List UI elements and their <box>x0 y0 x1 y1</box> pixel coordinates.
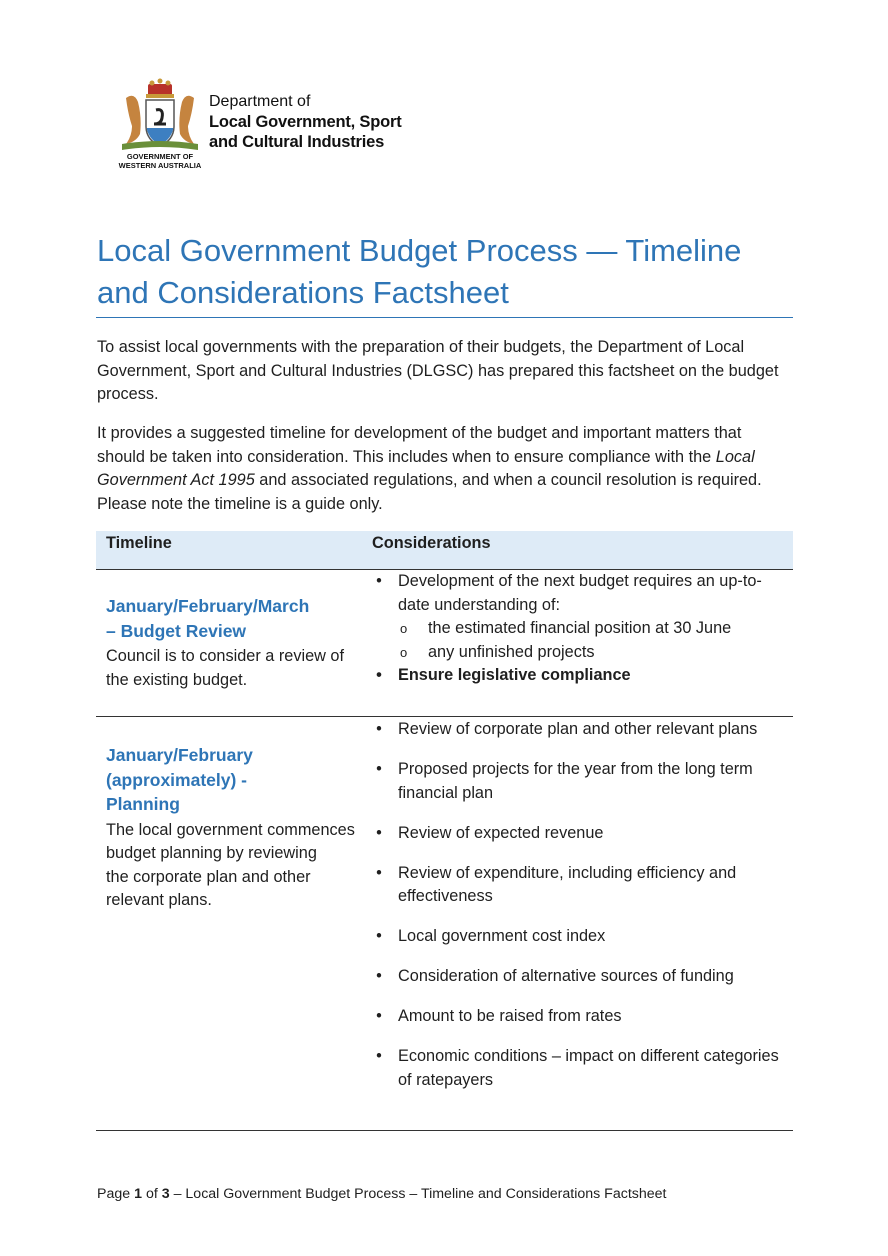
sub-list-item: o any unfinished projects <box>398 641 782 665</box>
bullet-dot-icon: • <box>376 823 382 842</box>
bullet-dot-icon: • <box>376 572 382 590</box>
header-considerations: Considerations <box>372 534 491 552</box>
bullet-circle-icon: o <box>400 644 408 660</box>
bullet-circle-icon: o <box>400 621 408 636</box>
list-item: • Local government cost index <box>372 925 782 949</box>
government-label: GOVERNMENT OF WESTERN AUSTRALIA <box>118 152 202 170</box>
department-name: Department of Local Government, Sport and Cultural Industries <box>209 93 402 151</box>
page-footer: Page 1 of 3 – Local Government Budget Process – Timeline and Considerations Factsheet <box>97 1186 667 1202</box>
budget-timeline-table <box>96 531 793 1131</box>
timeline-heading: January/February/March – Budget Review <box>106 596 310 641</box>
list-item: • Review of expected revenue <box>372 822 782 846</box>
timeline-description: The local government commences budget planning by reviewing the corporate plan and other relevant plans. <box>106 820 355 909</box>
bullet-dot-icon: • <box>376 720 382 738</box>
bullet-dot-icon: • <box>376 1047 382 1065</box>
header-timeline: Timeline <box>106 534 172 552</box>
page-number: 1 <box>134 1186 142 1202</box>
table-row <box>96 569 793 716</box>
list-item: • Economic conditions – impact on different categories of ratepayers <box>372 1045 782 1092</box>
list-item: • Proposed projects for the year from the long term financial plan <box>372 758 782 805</box>
table-header <box>96 531 793 569</box>
list-item: • Consideration of alternative sources of funding <box>372 965 782 989</box>
title-divider <box>96 317 793 318</box>
bullet-dot-icon: • <box>376 967 382 985</box>
sub-list-item: o the estimated financial position at 30 June <box>398 617 782 641</box>
page-total: 3 <box>161 1186 170 1202</box>
list-item: • Amount to be raised from rates <box>372 1005 782 1029</box>
bullet-dot-icon: • <box>376 666 382 684</box>
timeline-description: Council is to consider a review of the existing budget. <box>106 647 344 689</box>
table-row <box>96 716 793 1131</box>
list-item: • Development of the next budget requires an up-to-date understanding of: o the estimated financial position at 30 June o any unfinished projects <box>372 570 782 664</box>
considerations-list <box>372 570 782 688</box>
sub-list <box>398 617 782 664</box>
intro-paragraph-2: It provides a suggested timeline for development of the budget and important matters that should be taken into consideration. This includes when to ensure compliance with the Local Government Act 1995 and associated regulations, and when a council resolution is required. Please note the timeline is a guide only. <box>97 424 762 513</box>
list-item: • Review of corporate plan and other relevant plans <box>372 718 782 742</box>
page-title: Local Government Budget Process — Timeline and Considerations Factsheet <box>97 233 742 310</box>
bullet-dot-icon: • <box>376 760 382 778</box>
considerations-list <box>372 718 782 1109</box>
timeline-cell <box>106 594 356 692</box>
department-logo <box>112 78 432 174</box>
timeline-heading: January/February (approximately) - Planning <box>106 745 253 814</box>
wa-coat-of-arms-icon <box>112 78 208 160</box>
timeline-cell <box>106 743 356 913</box>
list-item: • Ensure legislative compliance <box>372 664 782 688</box>
list-item: • Review of expenditure, including efficiency and effectiveness <box>372 862 782 909</box>
bullet-dot-icon: • <box>376 863 382 882</box>
act-title: Local Government Act 1995 <box>97 447 755 489</box>
bullet-dot-icon: • <box>376 1007 382 1025</box>
bullet-dot-icon: • <box>376 927 382 945</box>
intro-paragraph-1: To assist local governments with the preparation of their budgets, the Department of Local Government, Sport and Cultural Industries (DLGSC) has prepared this factsheet on the budget process. <box>97 338 779 403</box>
